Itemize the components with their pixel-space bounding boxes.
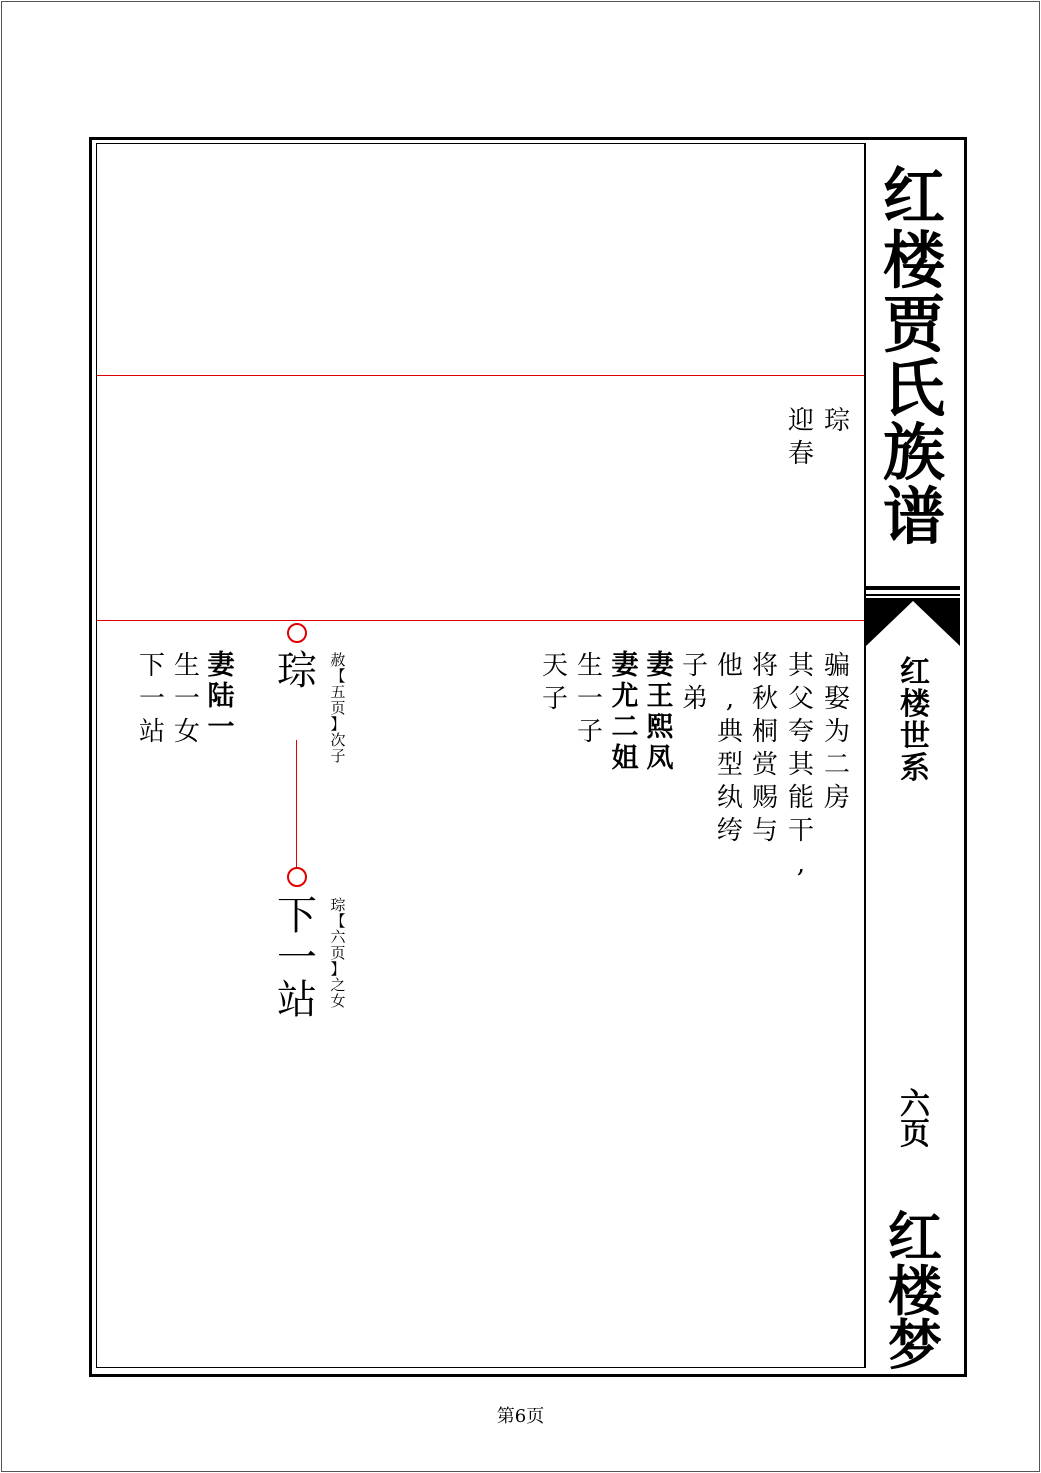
lineage-line [296, 740, 297, 868]
node-circle [287, 867, 307, 887]
side-title-char: 红 [882, 160, 945, 233]
person-name: 琮 [277, 648, 317, 694]
wife-column: 妻 尤 二 姐 [611, 650, 639, 774]
generation-rule [97, 375, 864, 376]
side-title-char: 楼 [882, 224, 945, 297]
top-name-col: 琮 [823, 406, 850, 436]
side-title [878, 160, 950, 553]
side-title-char: 族 [882, 416, 945, 489]
wife-column: 妻 陆 一 [207, 650, 235, 743]
node-circle [287, 623, 307, 643]
person-ref: 赦 【 五 页 】 次 子 [330, 651, 346, 765]
side-rule-left [864, 143, 865, 1368]
side-page-number: 六 页 [900, 1087, 930, 1152]
note-column: 子 弟 [681, 651, 708, 714]
child-column: 下 一 站 [138, 651, 165, 747]
child-column: 天 子 [541, 651, 568, 714]
side-title-char: 贾 [882, 288, 945, 361]
side-separator-thin [866, 594, 960, 596]
page-footer: 第6页 [496, 1406, 545, 1427]
person-name: 下 一 站 [277, 893, 317, 1023]
child-column: 生 一 女 [173, 651, 200, 747]
chevron-ornament [866, 598, 960, 648]
side-separator [866, 586, 960, 590]
generation-rule [97, 620, 864, 621]
note-column: 将 秋 桐 赏 赐 与 [751, 651, 778, 846]
side-title-char: 谱 [882, 480, 945, 553]
side-title-char: 氏 [882, 352, 945, 425]
wife-column: 妻 王 熙 凤 [646, 650, 674, 774]
note-column: 他 , 典 型 纨 绔 [716, 651, 743, 846]
child-column: 生 一 子 [576, 651, 603, 747]
side-bottom-title: 红 楼 梦 [888, 1205, 942, 1377]
note-column: 骗 娶 为 二 房 [823, 651, 850, 813]
person-ref: 琮 【 六 页 】 之 女 [330, 896, 346, 1010]
top-name-col: 迎 春 [787, 406, 814, 469]
side-subtitle: 红 楼 世 系 [900, 655, 930, 786]
note-column: 其 父 夸 其 能 干 , [787, 651, 814, 879]
